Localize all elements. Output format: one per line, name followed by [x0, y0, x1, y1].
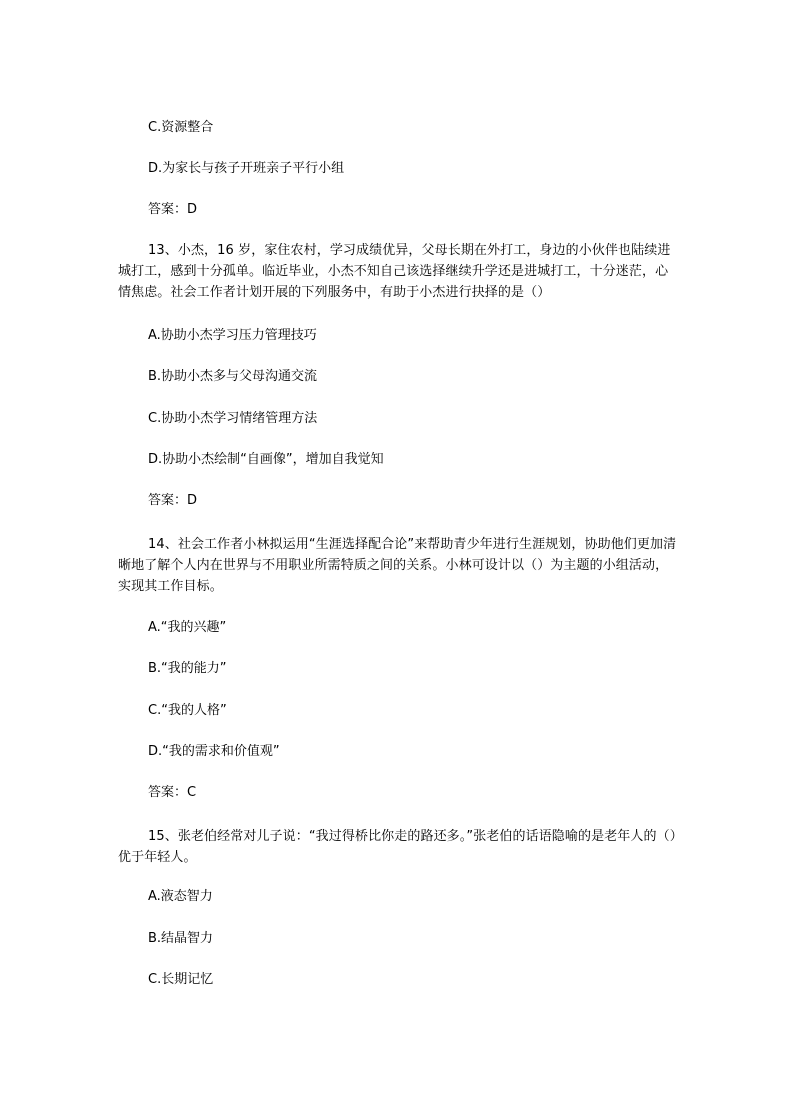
- q12-answer: 答案：D: [148, 202, 198, 217]
- q14-option-a: A.“我的兴趣”: [148, 620, 227, 635]
- q13-option-b: B.协助小杰多与父母沟通交流: [148, 369, 318, 384]
- q15-option-b: B.结晶智力: [148, 931, 214, 946]
- q14-question-text: 14、社会工作者小林拟运用“生涯选择配合论”来帮助青少年进行生涯规划，协助他们更加清晰地了解个人内在世界与不用职业所需特质之间的关系。小林可设计以（）为主题的小组活动，实现其工作目标。: [118, 537, 677, 594]
- q13-option-c: C.协助小杰学习情绪管理方法: [148, 411, 318, 426]
- q15-option-c: C.长期记忆: [148, 972, 214, 987]
- q14-option-b: B.“我的能力”: [148, 661, 227, 676]
- q15-question: [118, 826, 678, 868]
- q12-option-c: C.资源整合: [148, 120, 214, 135]
- q14-question: [118, 534, 678, 597]
- q13-option-a: A.协助小杰学习压力管理技巧: [148, 328, 317, 343]
- q13-question: [118, 240, 678, 303]
- q13-option-d: D.协助小杰绘制“自画像”，增加自我觉知: [148, 452, 384, 467]
- q15-question-text: 15、张老伯经常对儿子说：“我过得桥比你走的路还多。”张老伯的话语隐喻的是老年人的（）优于年轻人。: [118, 829, 677, 865]
- q13-answer: 答案：D: [148, 493, 198, 508]
- q13-question-text: 13、小杰，16 岁，家住农村，学习成绩优异，父母长期在外打工，身边的小伙伴也陆续进城打工，感到十分孤单。临近毕业，小杰不知自己该选择继续升学还是进城打工，十分迷茫，心情焦虑。社会工作者计划开展的下列服务中，有助于小杰进行抉择的是（）: [118, 243, 671, 300]
- q14-option-c: C.“我的人格”: [148, 703, 227, 718]
- q12-option-d: D.为家长与孩子开班亲子平行小组: [148, 161, 345, 176]
- q14-answer: 答案：C: [148, 785, 197, 800]
- q15-option-a: A.液态智力: [148, 889, 213, 904]
- q14-option-d: D.“我的需求和价值观”: [148, 744, 280, 759]
